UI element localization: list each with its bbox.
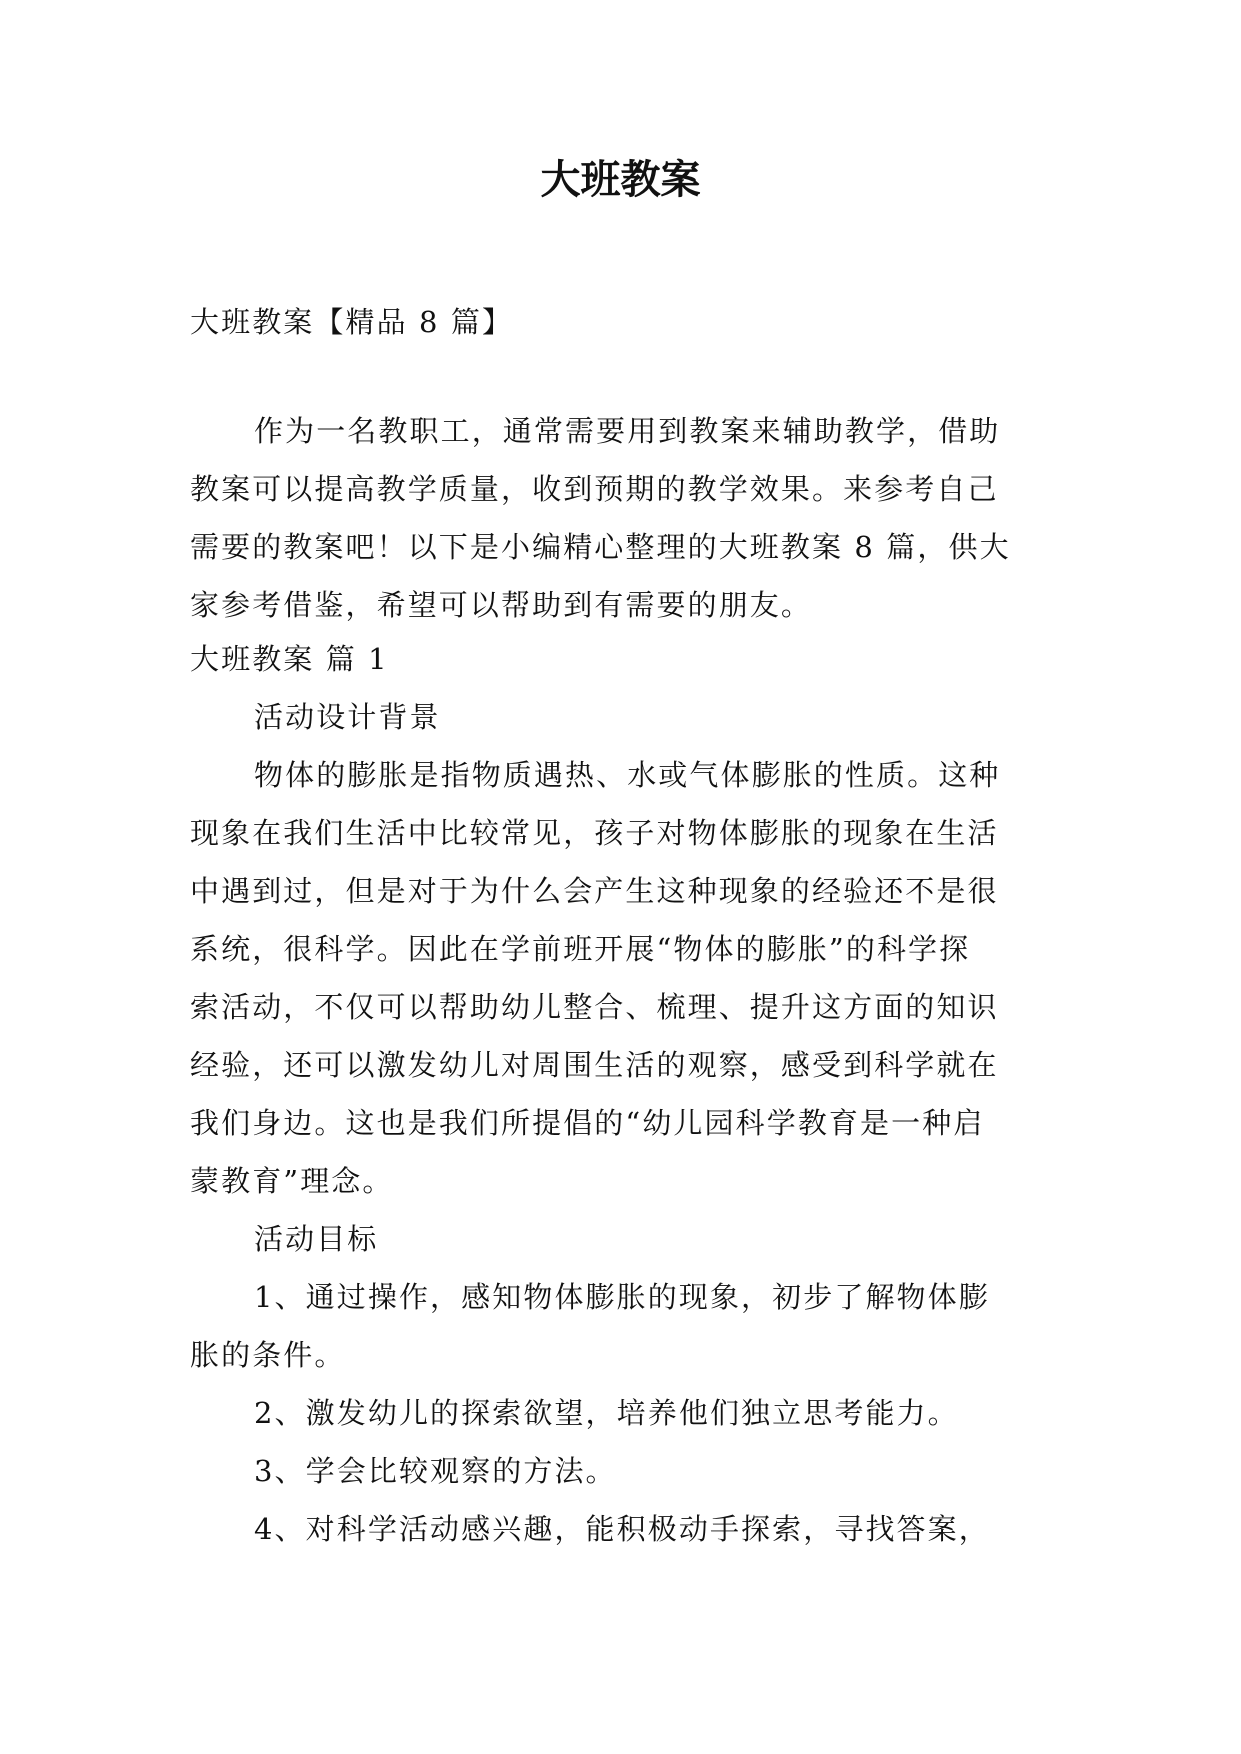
intro-line: 作为一名教职工，通常需要用到教案来辅助教学，借助 (254, 414, 1001, 448)
paragraph-line: 系统，很科学。因此在学前班开展“物体的膨胀”的科学探 (190, 932, 971, 966)
paragraph-line: 中遇到过，但是对于为什么会产生这种现象的经验还不是很 (190, 874, 999, 908)
intro-line: 教案可以提高教学质量，收到预期的教学效果。来参考自己 (190, 472, 999, 506)
document-subtitle: 大班教案【精品 8 篇】 (190, 305, 514, 339)
paragraph-line: 经验，还可以激发幼儿对周围生活的观察，感受到科学就在 (190, 1048, 999, 1082)
objective-item: 胀的条件。 (190, 1338, 346, 1372)
objective-item: 3、学会比较观察的方法。 (254, 1454, 617, 1488)
objective-item: 1、通过操作，感知物体膨胀的现象，初步了解物体膨 (254, 1280, 990, 1314)
paragraph-line: 索活动，不仅可以帮助幼儿整合、梳理、提升这方面的知识 (190, 990, 999, 1024)
subheading: 活动目标 (254, 1222, 379, 1256)
section-heading: 大班教案 篇 1 (190, 642, 389, 676)
subheading: 活动设计背景 (254, 700, 441, 734)
intro-line: 需要的教案吧！以下是小编精心整理的大班教案 8 篇，供大 (190, 530, 1011, 564)
paragraph-line: 物体的膨胀是指物质遇热、水或气体膨胀的性质。这种 (254, 758, 1001, 792)
paragraph-line: 我们身边。这也是我们所提倡的“幼儿园科学教育是一种启 (190, 1106, 985, 1140)
paragraph-line: 现象在我们生活中比较常见，孩子对物体膨胀的现象在生活 (190, 816, 999, 850)
objective-item: 4、对科学活动感兴趣，能积极动手探索，寻找答案， (254, 1512, 990, 1546)
document-title: 大班教案 (540, 157, 701, 203)
intro-line: 家参考借鉴，希望可以帮助到有需要的朋友。 (190, 588, 813, 622)
paragraph-line: 蒙教育”理念。 (190, 1164, 394, 1198)
objective-item: 2、激发幼儿的探索欲望，培养他们独立思考能力。 (254, 1396, 959, 1430)
